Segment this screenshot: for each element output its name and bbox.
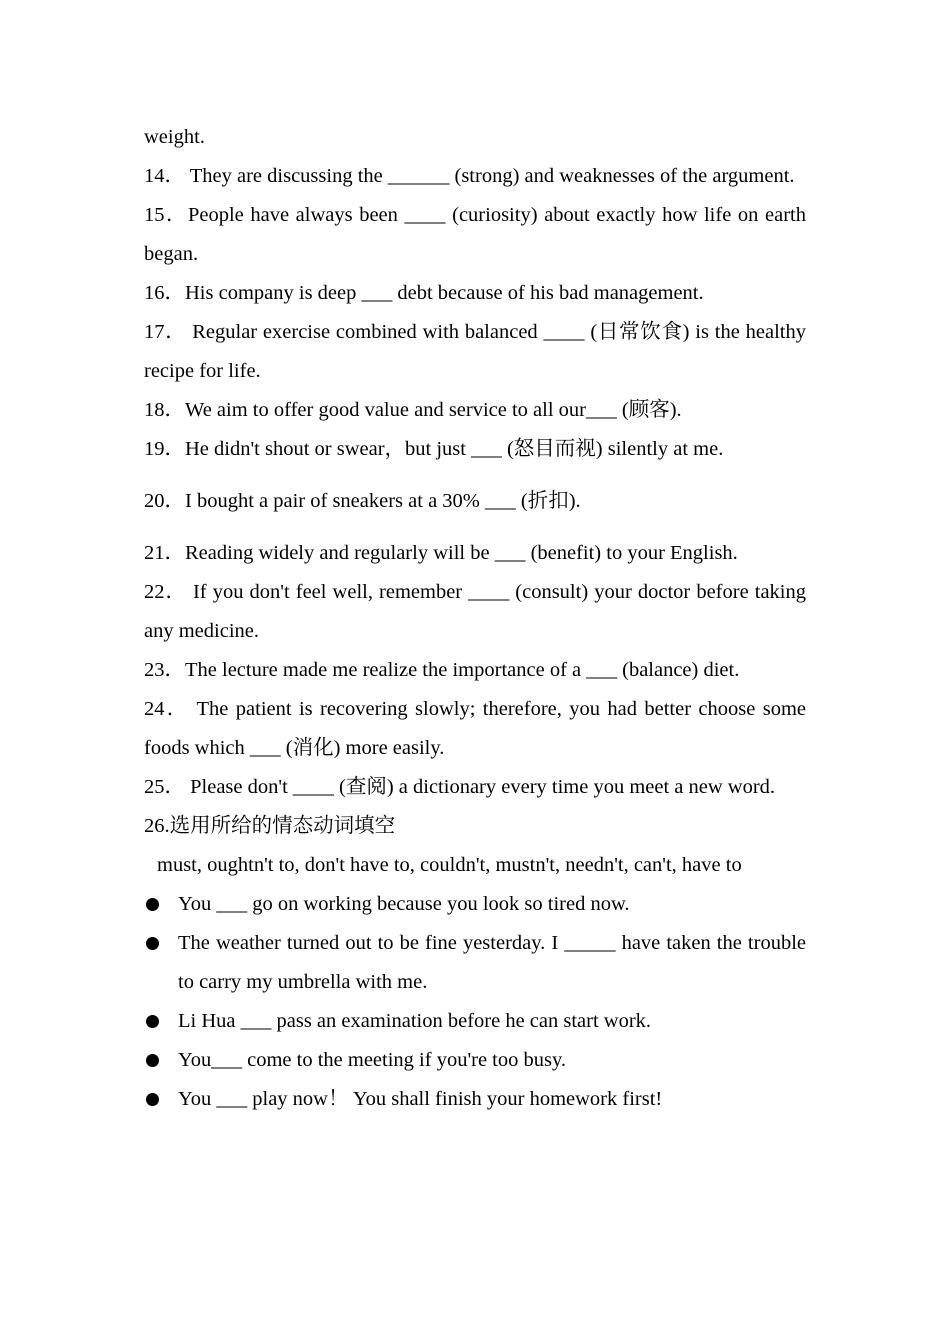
question-continuation: weight.	[144, 126, 205, 148]
list-item-text: You ___ play now！ You shall finish your homework first!	[178, 1088, 663, 1110]
modal-verb-options: must, oughtn't to, don't have to, couldn't, mustn't, needn't, can't, have to	[157, 854, 742, 876]
list-item-text: Li Hua ___ pass an examination before he can start work.	[178, 1010, 652, 1032]
list-item	[144, 924, 806, 1002]
question-17: 17． Regular exercise combined with balanced ____ (日常饮食) is the healthy recipe for life.	[144, 321, 806, 382]
bullet-icon	[146, 1015, 159, 1028]
question-24: 24． The patient is recovering slowly; therefore, you had better choose some foods which ___ (消化) more easily.	[144, 698, 806, 759]
bullet-icon	[146, 1093, 159, 1106]
question-20: 20．I bought a pair of sneakers at a 30% ___ (折扣).	[144, 490, 581, 512]
list-item	[144, 885, 806, 924]
question-14: 14． They are discussing the ______ (strong) and weaknesses of the argument.	[144, 165, 795, 187]
question-18: 18．We aim to offer good value and service to all our___ (顾客).	[144, 399, 682, 421]
list-item-text: You ___ go on working because you look so tired now.	[178, 893, 630, 915]
question-21: 21．Reading widely and regularly will be ___ (benefit) to your English.	[144, 542, 738, 564]
section-26-heading: 26.选用所给的情态动词填空	[144, 815, 396, 837]
list-item	[144, 1002, 806, 1041]
document-page	[144, 118, 806, 1119]
list-item-text: You___ come to the meeting if you're too busy.	[178, 1049, 567, 1071]
question-23: 23．The lecture made me realize the importance of a ___ (balance) diet.	[144, 659, 740, 681]
question-16: 16．His company is deep ___ debt because of his bad management.	[144, 282, 704, 304]
bullet-icon	[146, 1054, 159, 1067]
question-22: 22． If you don't feel well, remember ____ (consult) your doctor before taking any medicine.	[144, 581, 806, 642]
question-15: 15．People have always been ____ (curiosity) about exactly how life on earth began.	[144, 204, 806, 265]
list-item	[144, 1041, 806, 1080]
list-item	[144, 1080, 806, 1119]
bullet-icon	[146, 937, 159, 950]
bullet-icon	[146, 898, 159, 911]
question-25: 25． Please don't ____ (查阅) a dictionary every time you meet a new word.	[144, 776, 776, 798]
list-item-text: The weather turned out to be fine yesterday. I _____ have taken the trouble to carry my umbrella with me.	[178, 932, 806, 993]
section-26-list	[144, 885, 806, 1119]
question-19: 19．He didn't shout or swear，but just ___ (怒目而视) silently at me.	[144, 438, 724, 460]
